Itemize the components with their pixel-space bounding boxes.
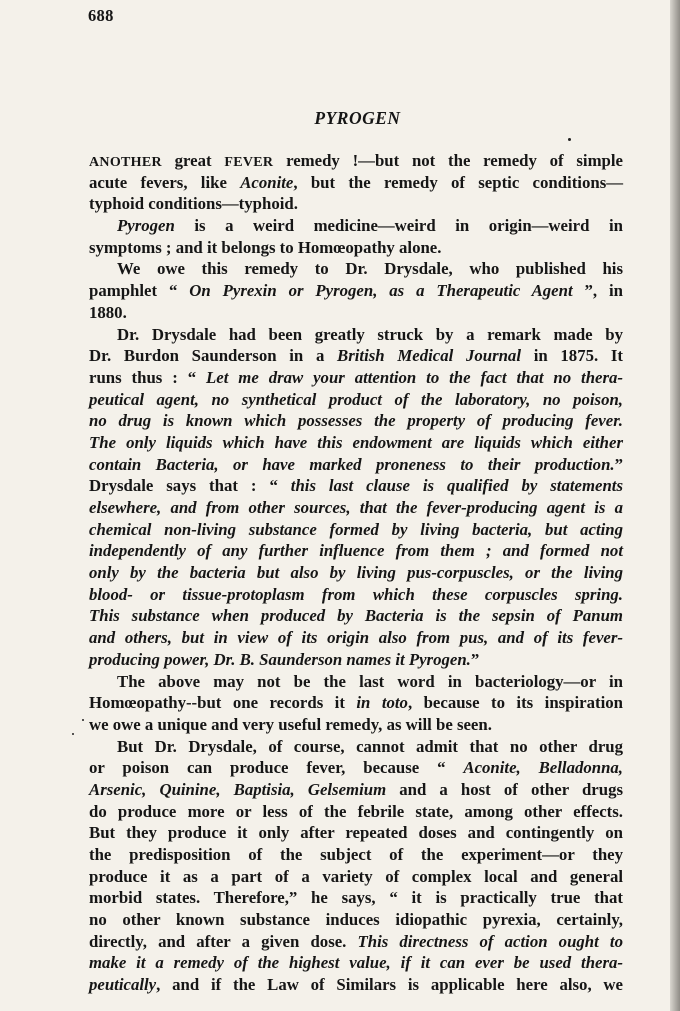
text-line: Arsenic, Quinine, Baptisia, Gelsemium and a host of other drugs	[89, 779, 623, 799]
chapter-title: PYROGEN	[314, 108, 401, 128]
text-line: elsewhere, and from other sources, that the fever-producing agent is a	[89, 498, 623, 517]
text-line: producing power, Dr. B. Saunderson names it Pyrogen.”	[89, 649, 480, 669]
page-number: 688	[88, 6, 114, 25]
text-line: Drysdale says that : “ this last clause is qualified by statements	[89, 476, 623, 496]
text-line: pamphlet “ On Pyrexin or Pyrogen, as a Therapeutic Agent ”, in	[89, 281, 623, 301]
text-line: But Dr. Drysdale, of course, cannot admit that no other drug	[117, 736, 623, 756]
text-line: Homœopathy--but one records it in toto, because to its inspiration	[89, 693, 623, 713]
text-line: and others, but in view of its origin also from pus, and of its fever-	[89, 628, 623, 648]
text-line: contain Bacteria, or have marked proneness to their production.”	[89, 454, 623, 474]
text-line: produce it as a part of a variety of complex local and general	[89, 866, 623, 886]
text-line: peutically, and if the Law of Similars is applicable here also, we	[89, 975, 623, 995]
text-line: The above may not be the last word in bacteriology—or in	[117, 671, 623, 691]
body-text	[89, 150, 623, 996]
print-speck	[568, 138, 571, 141]
text-line: 1880.	[89, 302, 127, 322]
text-line: make it a remedy of the highest value, if it can ever be used thera-	[89, 953, 623, 973]
text-line: typhoid conditions—typhoid.	[89, 194, 298, 214]
text-line: peutical agent, no synthetical product of the laboratory, no poison,	[89, 389, 623, 409]
text-line: chemical non-living substance formed by living bacteria, but acting	[89, 519, 623, 539]
text-line: do produce more or less of the febrile state, among other effects.	[89, 801, 623, 821]
text-line: only by the bacteria but also by living pus-corpuscles, or the living	[89, 563, 623, 583]
text-line: morbid states. Therefore,” he says, “ it is practically true that	[89, 888, 623, 908]
text-line: independently of any further influence from them ; and formed not	[89, 541, 623, 561]
text-line: no drug is known which possesses the property of producing fever.	[89, 411, 623, 431]
text-line: no other known substance induces idiopathic pyrexia, certainly,	[89, 910, 623, 930]
text-line: symptoms ; and it belongs to Homœopathy alone.	[89, 237, 442, 257]
text-line: ANOTHER great FEVER remedy !—but not the remedy of simple	[89, 151, 623, 170]
text-line: Dr. Burdon Saunderson in a British Medical Journal in 1875. It	[89, 346, 623, 366]
text-line: blood- or tissue-protoplasm from which these corpuscles spring.	[89, 584, 623, 604]
text-line: This substance when produced by Bacteria is the sepsin of Panum	[89, 606, 623, 626]
text-line: Pyrogen is a weird medicine—weird in origin—weird in	[117, 216, 623, 236]
print-speck	[82, 719, 84, 721]
page-edge-shadow	[670, 0, 680, 1011]
text-line: Dr. Drysdale had been greatly struck by a remark made by	[117, 324, 623, 344]
text-line: or poison can produce fever, because “ Aconite, Belladonna,	[89, 758, 623, 778]
text-line: But they produce it only after repeated doses and contingently on	[89, 823, 623, 843]
print-speck	[72, 733, 74, 735]
text-line: directly, and after a given dose. This directness of action ought to	[89, 931, 623, 951]
text-line: We owe this remedy to Dr. Drysdale, who published his	[117, 259, 623, 279]
text-line: acute fevers, like Aconite, but the remedy of septic conditions—	[89, 172, 624, 192]
text-line: The only liquids which have this endowment are liquids which either	[89, 432, 623, 452]
text-line: runs thus : “ Let me draw your attention to the fact that no thera-	[89, 367, 623, 387]
text-line: the predisposition of the subject of the experiment—or they	[89, 845, 623, 864]
text-line: we owe a unique and very useful remedy, as will be seen.	[89, 714, 492, 734]
